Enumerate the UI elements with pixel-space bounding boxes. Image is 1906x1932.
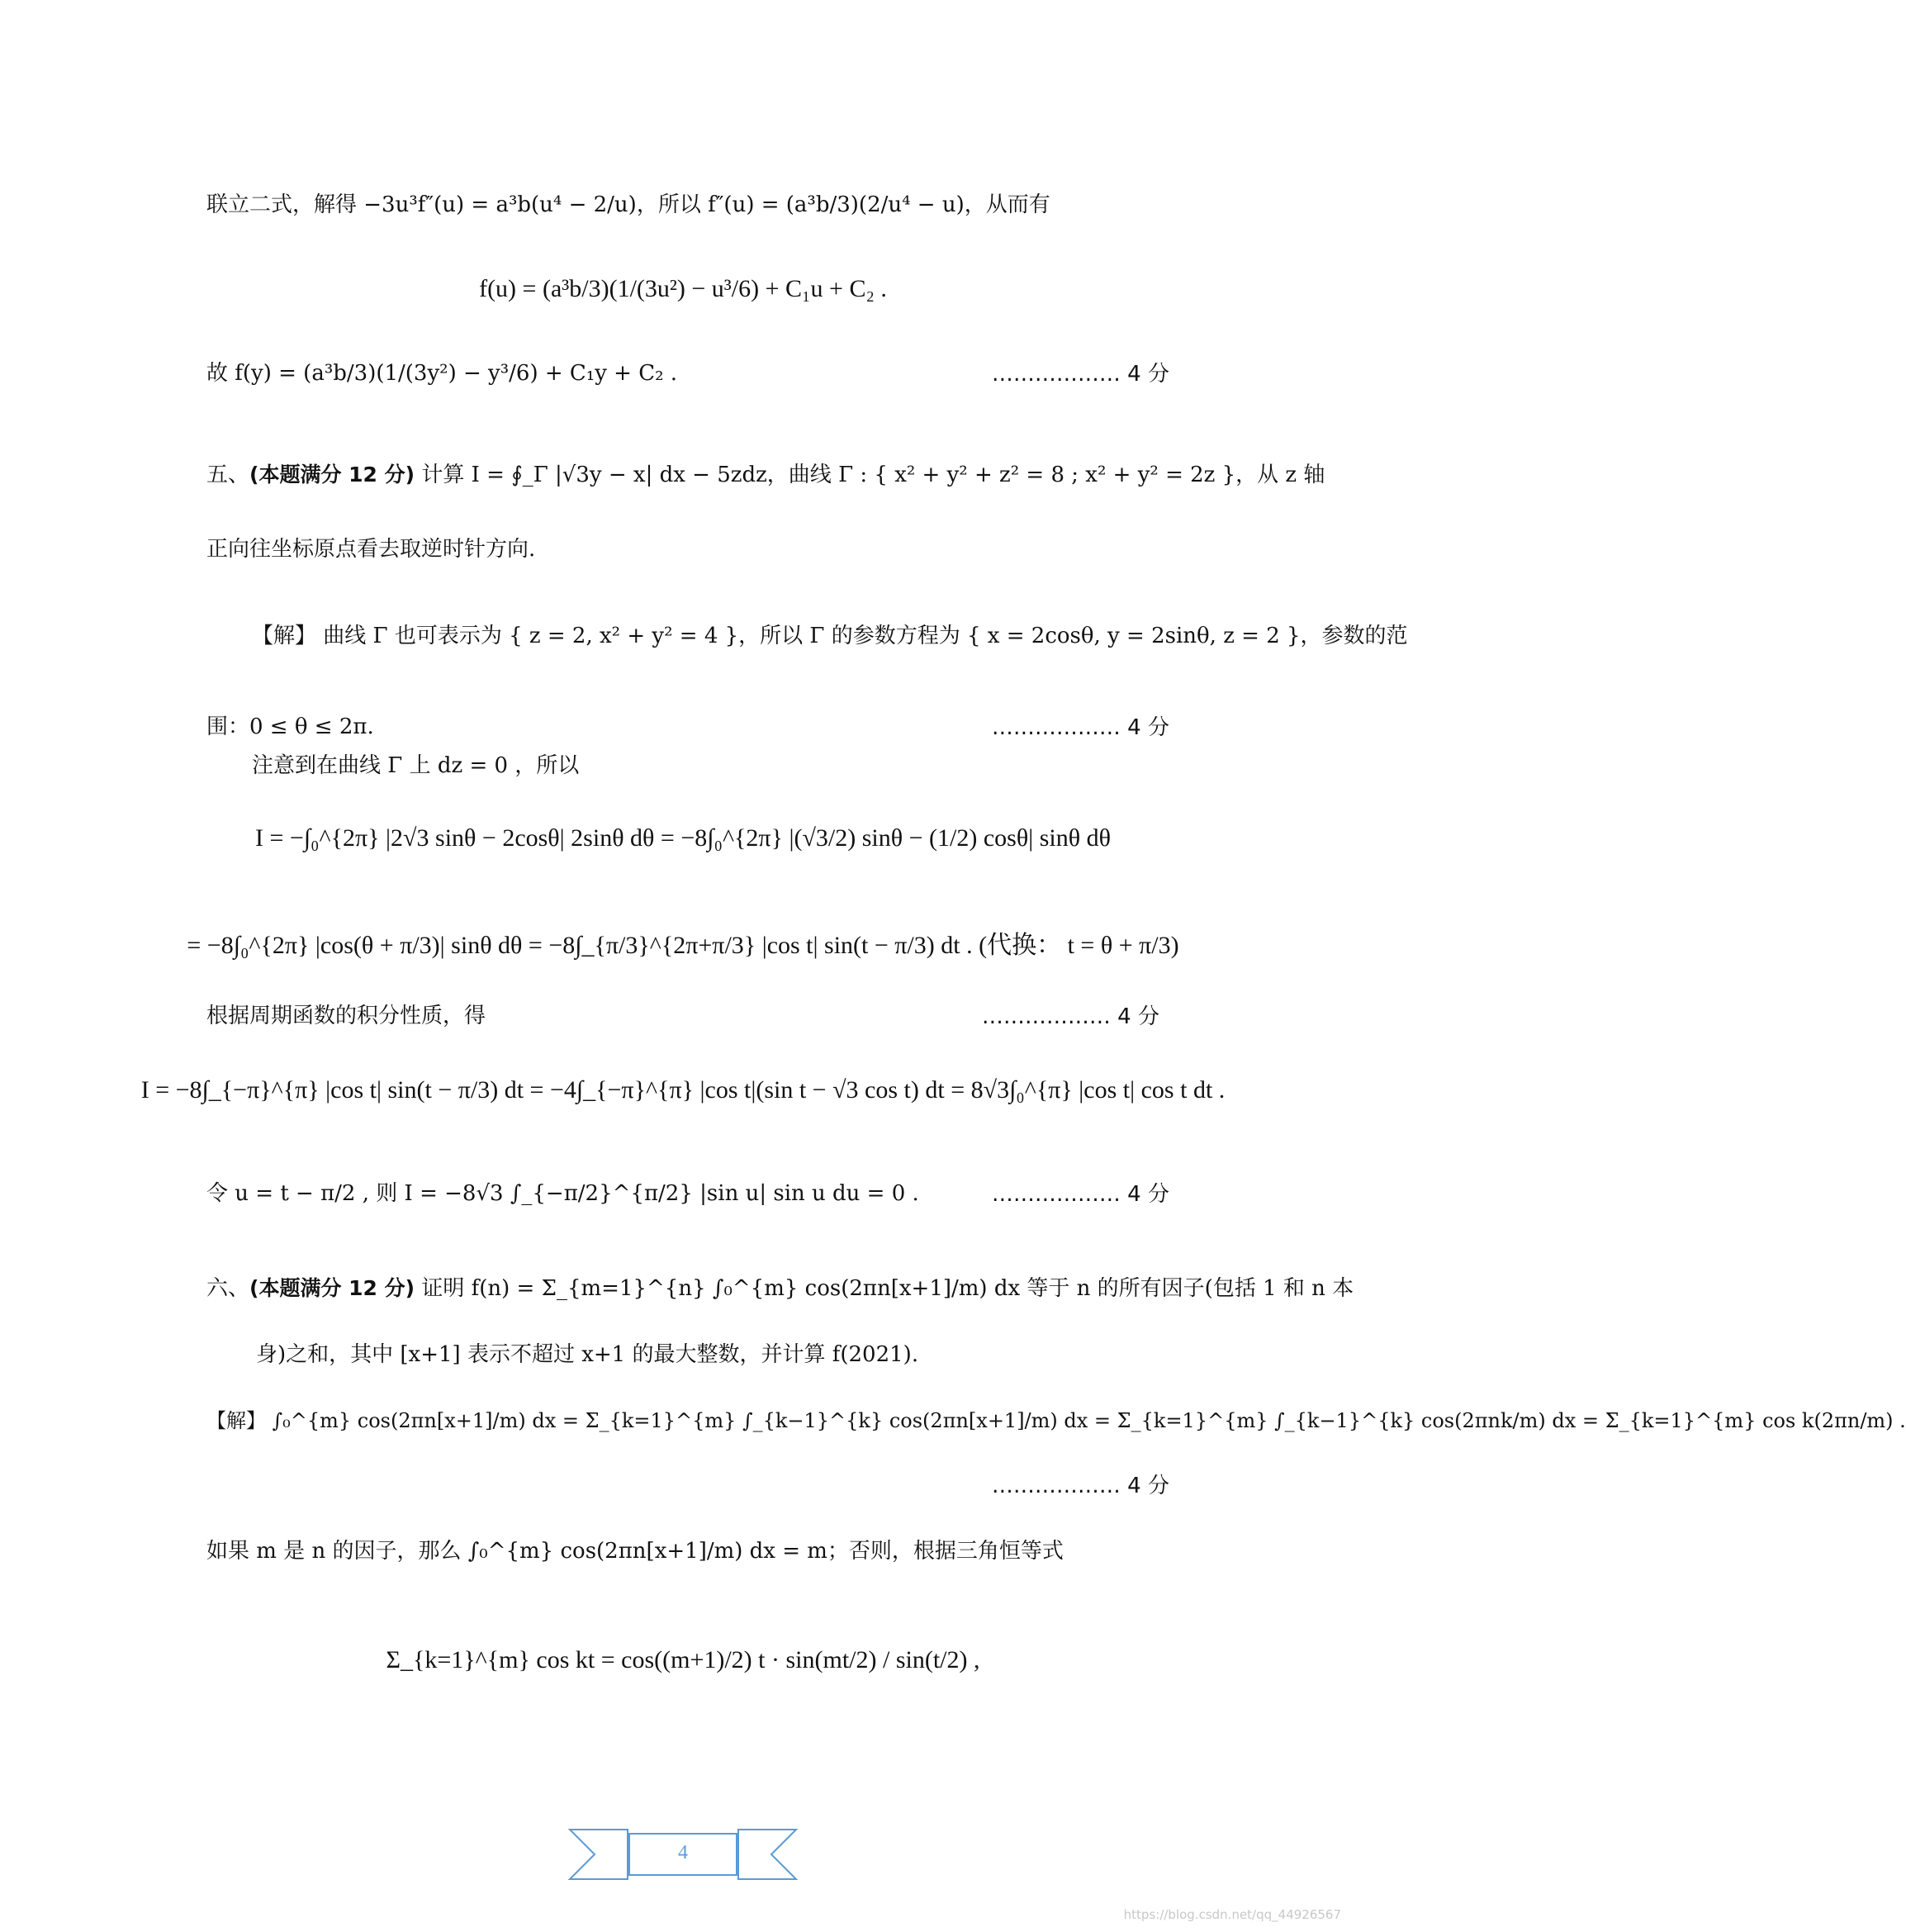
solution-6-divisor	[206, 1535, 1169, 1568]
formula-I-3	[0, 1074, 1366, 1107]
problem-points: (本题满分 12 分)	[249, 463, 415, 487]
equation-text: 故 f(y) = (a³b/3)(1/(3y²) − y³/6) + C₁y + C₂ .	[206, 361, 678, 386]
text: 根据周期函数的积分性质，得	[206, 1004, 486, 1028]
problem-5-statement	[206, 458, 1325, 491]
equation-text: I = −8∫_{−π}^{π} |cos t| sin(t − π/3) dt = −4∫_{−π}^{π} |cos t|(sin t − √3 cos t) dt = 8√3∫₀^{π} |cos t| cos t dt .	[140, 1076, 1226, 1104]
equation-text: = −8∫₀^{2π} |cos(θ + π/3)| sinθ dθ = −8∫_{π/3}^{2π+π/3} |cos t| sin(t − π/3) dt . (代换： t = θ + π/3)	[187, 932, 1179, 959]
score-text: ……………… 4 分	[991, 715, 1169, 740]
equation-text: 联立二式，解得 −3u³f″(u) = a³b(u⁴ − 2/u)，所以 f″(u) = (a³b/3)(2/u⁴ − u)，从而有	[206, 192, 1050, 217]
text: 正向往坐标原点看去取逆时针方向.	[206, 537, 536, 562]
score-marker	[992, 1177, 1169, 1208]
line-solve-system	[206, 188, 1169, 221]
solution-5-param	[252, 619, 1408, 653]
score-text: ……………… 4 分	[991, 1474, 1169, 1498]
problem-5-direction	[206, 533, 1169, 566]
equation-text: 如果 m 是 n 的因子，那么 ∫₀^{m} cos(2πn[x+1]/m) dx = m；否则，根据三角恒等式	[206, 1539, 1064, 1564]
score-text: ……………… 4 分	[991, 362, 1169, 387]
text: 注意到在曲线 Γ 上 dz = 0 ，所以	[252, 753, 580, 778]
formula-trig-identity	[0, 1644, 1366, 1677]
problem-points: (本题满分 12 分)	[249, 1276, 415, 1300]
solution-5-note	[252, 749, 1169, 782]
problem-6-continued	[256, 1338, 1169, 1371]
formula-f-u	[0, 273, 1366, 306]
solution-6-sum	[206, 1404, 1906, 1437]
equation-text: 【解】 曲线 Γ 也可表示为 { z = 2, x² + y² = 4 }，所以 Γ 的参数方程为 { x = 2cosθ, y = 2sinθ, z = 2 }，参数的范	[252, 624, 1408, 648]
score-marker	[992, 710, 1169, 741]
equation-text: 【解】 ∫₀^{m} cos(2πn[x+1]/m) dx = Σ_{k=1}^{m} ∫_{k−1}^{k} cos(2πn[x+1]/m) dx = Σ_{k=1}^{m} ∫_{k−1}^{k} cos(2πnk/m) dx = Σ_{k=1}^{m} cos k(2πn/m) .	[206, 1409, 1906, 1432]
equation-text: 令 u = t − π/2 , 则 I = −8√3 ∫_{−π/2}^{π/2} |sin u| sin u du = 0 .	[206, 1181, 919, 1206]
problem-number: 六、	[206, 1276, 250, 1301]
equation-text: I = −∫₀^{2π} |2√3 sinθ − 2cosθ| 2sinθ dθ = −8∫₀^{2π} |(√3/2) sinθ − (1/2) cosθ| sinθ dθ	[255, 824, 1111, 852]
equation-text: 计算 I = ∮_Γ |√3y − x| dx − 5zdz，曲线 Γ : { x² + y² + z² = 8 ; x² + y² = 2z }，从 z 轴	[415, 463, 1325, 487]
score-text: ……………… 4 分	[981, 1004, 1159, 1029]
formula-I-2	[0, 929, 1366, 962]
equation-text: 围：0 ≤ θ ≤ 2π.	[206, 714, 374, 739]
equation-text: f(u) = (a³b/3)(1/(3u²) − u³/6) + C₁u + C₂ .	[479, 275, 887, 302]
watermark: https://blog.csdn.net/qq_44926567	[1123, 1907, 1341, 1922]
equation-text: 身)之和，其中 [x+1] 表示不超过 x+1 的最大整数，并计算 f(2021).	[256, 1342, 919, 1367]
score-text: ……………… 4 分	[991, 1182, 1169, 1207]
page-footer	[0, 1825, 1366, 1892]
score-marker	[992, 1469, 1169, 1499]
page-number: 4	[678, 1842, 688, 1863]
formula-I-1	[0, 822, 1366, 855]
score-marker	[982, 999, 1159, 1030]
equation-text: 证明 f(n) = Σ_{m=1}^{n} ∫₀^{m} cos(2πn[x+1]/m) dx 等于 n 的所有因子(包括 1 和 n 本	[415, 1276, 1354, 1301]
problem-number: 五、	[206, 463, 250, 487]
equation-text: Σ_{k=1}^{m} cos kt = cos((m+1)/2) t · sin(mt/2) / sin(t/2) ,	[386, 1646, 980, 1673]
problem-6-statement	[206, 1272, 1354, 1305]
score-marker	[992, 357, 1169, 387]
